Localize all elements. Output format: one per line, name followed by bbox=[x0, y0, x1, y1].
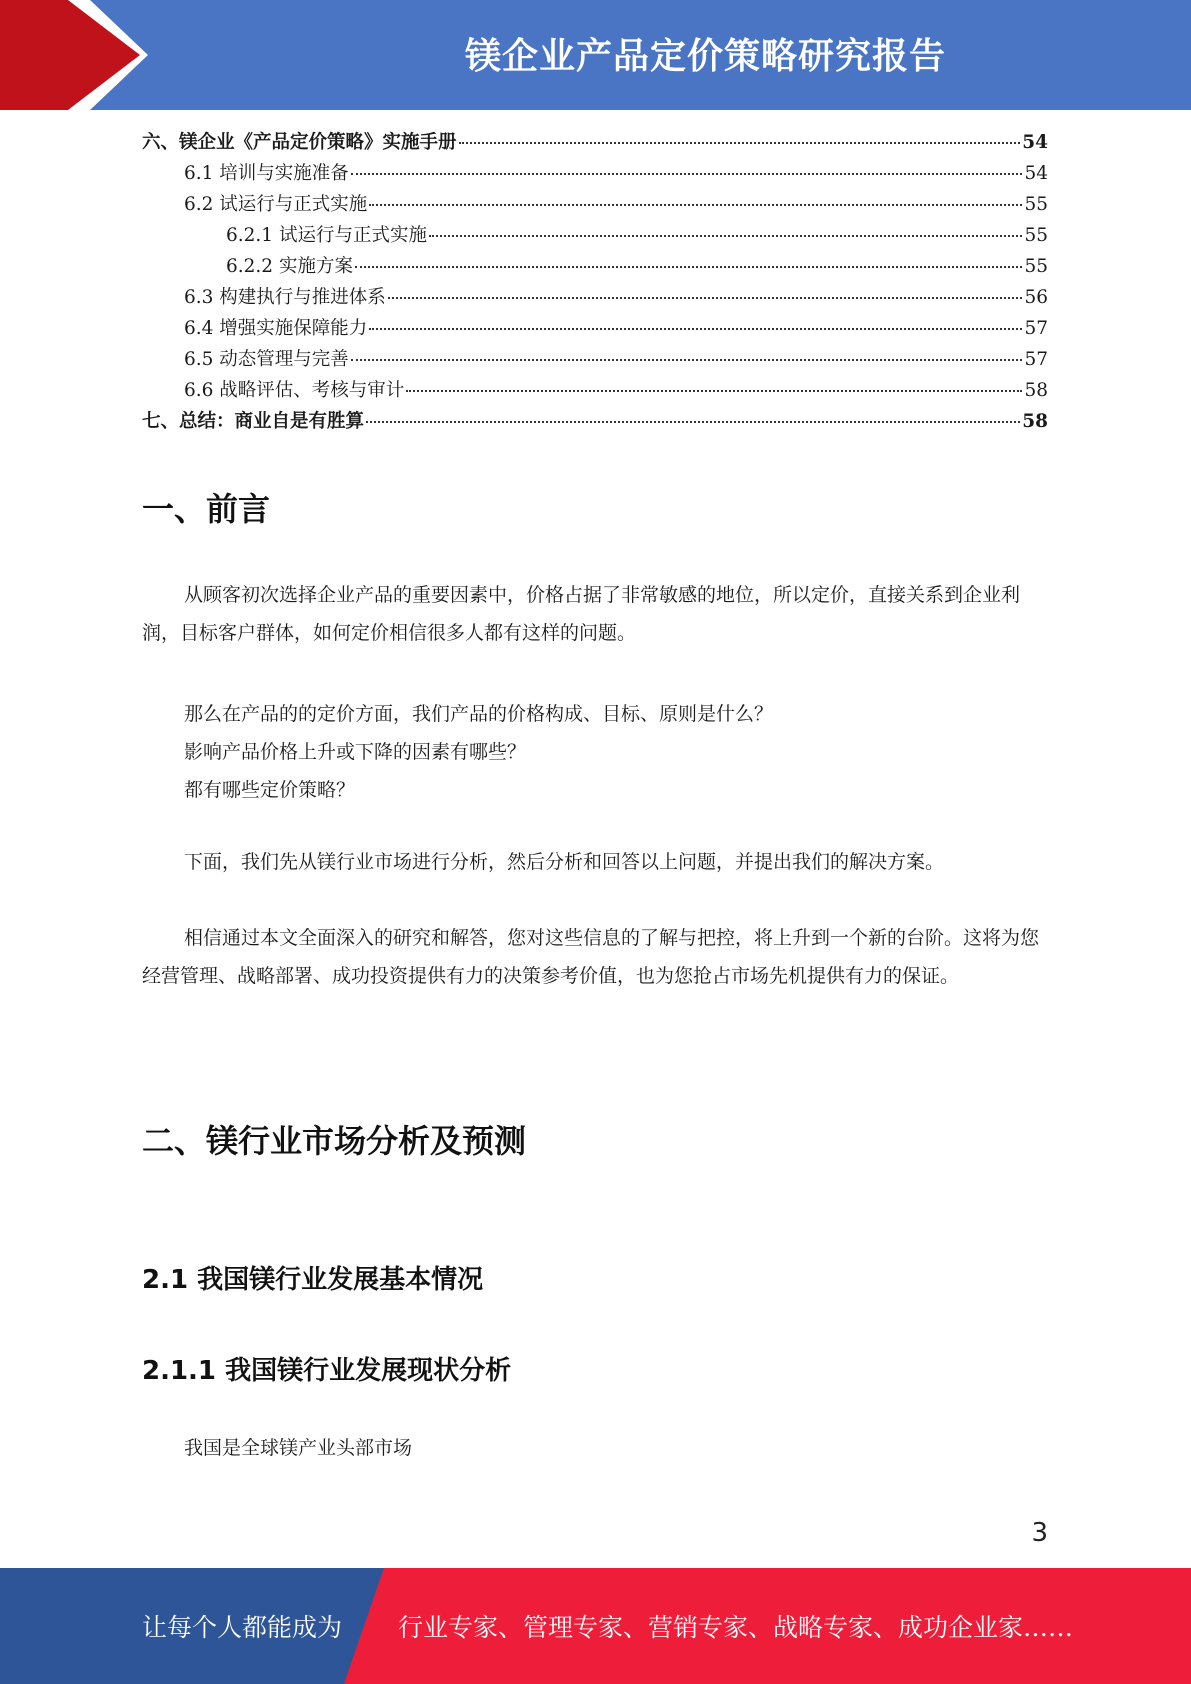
table-of-contents bbox=[142, 128, 1048, 438]
toc-entry-title: 六、镁企业《产品定价策略》实施手册 bbox=[142, 132, 457, 153]
paragraph-intro: 从顾客初次选择企业产品的重要因素中，价格占据了非常敏感的地位，所以定价，直接关系到企业利润，目标客户群体，如何定价相信很多人都有这样的问题。 bbox=[142, 584, 1021, 644]
toc-leader-dots bbox=[369, 204, 1022, 206]
toc-entry-title: 6.6 战略评估、考核与审计 bbox=[184, 380, 405, 401]
toc-entry[interactable] bbox=[142, 221, 1048, 252]
document-title: 镁企业产品定价策略研究报告 bbox=[464, 35, 946, 77]
toc-leader-dots bbox=[388, 297, 1023, 299]
page-number: 3 bbox=[1031, 1518, 1048, 1548]
toc-entry[interactable] bbox=[142, 190, 1048, 221]
footer-slogan-left: 让每个人都能成为 bbox=[142, 1613, 343, 1642]
footer-slogan-right: 行业专家、管理专家、营销专家、战略专家、成功企业家…… bbox=[398, 1613, 1074, 1642]
toc-entry-title: 6.4 增强实施保障能力 bbox=[184, 318, 368, 339]
toc-entry[interactable] bbox=[142, 407, 1048, 438]
paragraph-market-status: 我国是全球镁产业头部市场 bbox=[184, 1437, 413, 1459]
toc-leader-dots bbox=[369, 328, 1022, 330]
toc-entry-title: 6.3 构建执行与推进体系 bbox=[184, 287, 386, 308]
toc-leader-dots bbox=[351, 359, 1023, 361]
toc-leader-dots bbox=[459, 142, 1021, 144]
toc-leader-dots bbox=[351, 173, 1023, 175]
toc-entry-page: 56 bbox=[1024, 287, 1048, 308]
toc-entry-page: 54 bbox=[1024, 163, 1048, 184]
toc-entry-page: 55 bbox=[1024, 256, 1048, 277]
toc-leader-dots bbox=[355, 266, 1023, 268]
header-banner bbox=[0, 0, 1191, 110]
question-line: 都有哪些定价策略？ bbox=[184, 779, 356, 801]
section-heading-market-analysis: 二、镁行业市场分析及预测 bbox=[142, 1122, 527, 1160]
toc-entry-page: 55 bbox=[1024, 225, 1048, 246]
toc-leader-dots bbox=[406, 390, 1022, 392]
paragraph-approach: 下面，我们先从镁行业市场进行分析，然后分析和回答以上问题，并提出我们的解决方案。 bbox=[184, 851, 945, 873]
toc-entry-title: 6.5 动态管理与完善 bbox=[184, 349, 349, 370]
question-line: 那么在产品的的定价方面，我们产品的价格构成、目标、原则是什么？ bbox=[184, 703, 774, 725]
paragraph-conclusion: 相信通过本文全面深入的研究和解答，您对这些信息的了解与把控，将上升到一个新的台阶。这将为您经营管理、战略部署、成功投资提供有力的决策参考价值，也为您抢占市场先机提供有力的保证。 bbox=[142, 927, 1040, 987]
question-line: 影响产品价格上升或下降的因素有哪些？ bbox=[184, 741, 527, 763]
toc-entry-page: 57 bbox=[1024, 349, 1048, 370]
toc-leader-dots bbox=[366, 421, 1020, 423]
toc-entry-page: 58 bbox=[1024, 380, 1048, 401]
toc-entry-title: 6.2.1 试运行与正式实施 bbox=[226, 225, 427, 246]
toc-entry[interactable] bbox=[142, 128, 1048, 159]
toc-entry[interactable] bbox=[142, 252, 1048, 283]
toc-entry-page: 58 bbox=[1022, 411, 1048, 432]
toc-entry-title: 6.1 培训与实施准备 bbox=[184, 163, 349, 184]
section-heading-preface: 一、前言 bbox=[142, 490, 271, 528]
toc-entry-page: 57 bbox=[1024, 318, 1048, 339]
toc-entry[interactable] bbox=[142, 159, 1048, 190]
subsection-heading: 2.1 我国镁行业发展基本情况 bbox=[142, 1265, 484, 1295]
toc-entry[interactable] bbox=[142, 314, 1048, 345]
toc-entry-page: 54 bbox=[1022, 132, 1048, 153]
toc-entry-title: 七、总结：商业自是有胜算 bbox=[142, 411, 365, 432]
toc-leader-dots bbox=[429, 235, 1022, 237]
toc-entry-title: 6.2 试运行与正式实施 bbox=[184, 194, 368, 215]
toc-entry[interactable] bbox=[142, 283, 1048, 314]
subsection-heading: 2.1.1 我国镁行业发展现状分析 bbox=[142, 1356, 512, 1386]
toc-entry-title: 6.2.2 实施方案 bbox=[226, 256, 353, 277]
toc-entry-page: 55 bbox=[1024, 194, 1048, 215]
footer-banner bbox=[0, 1568, 1191, 1684]
toc-entry[interactable] bbox=[142, 376, 1048, 407]
toc-entry[interactable] bbox=[142, 345, 1048, 376]
